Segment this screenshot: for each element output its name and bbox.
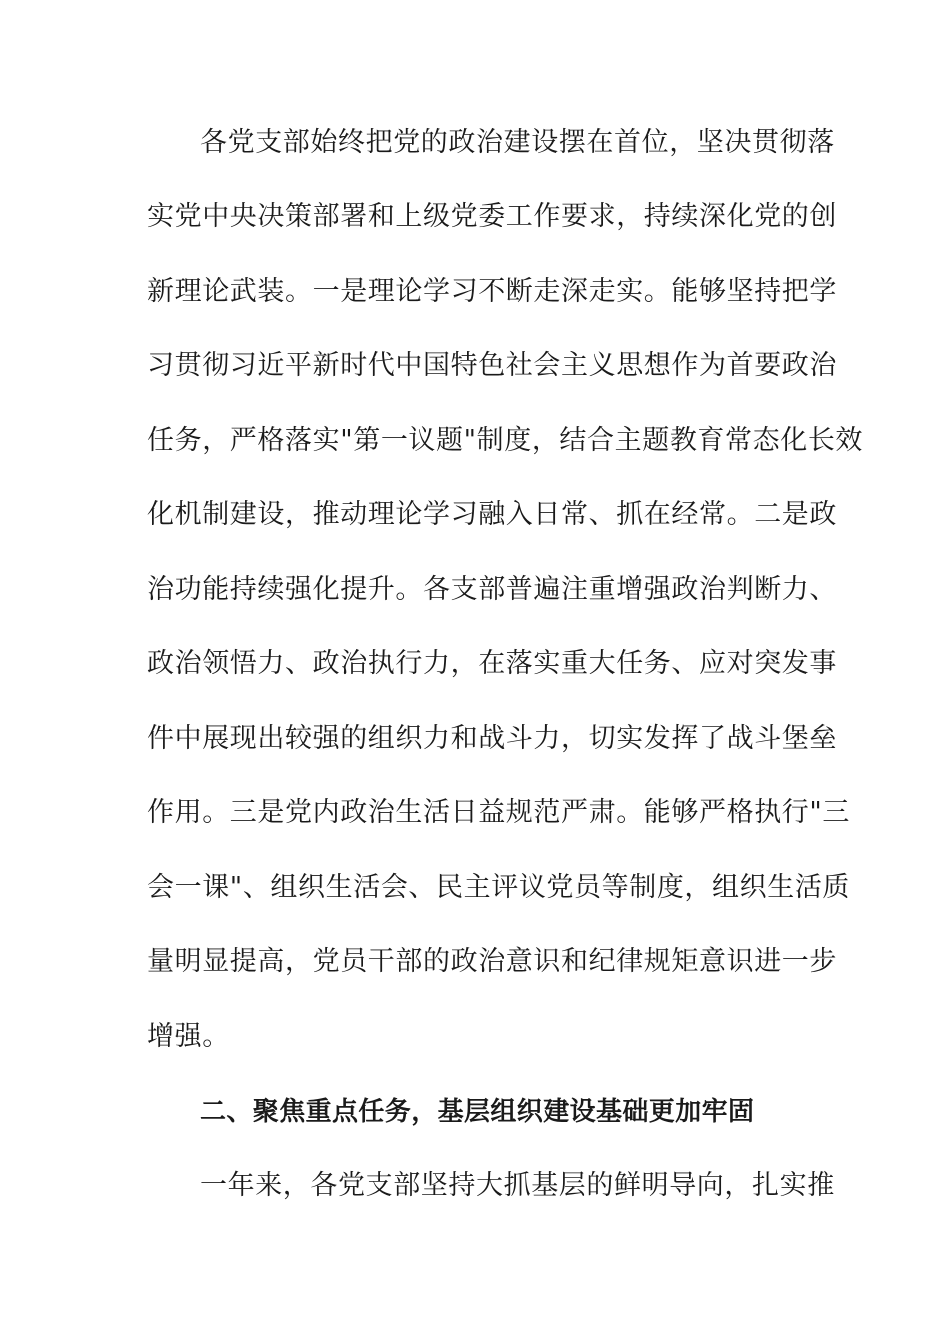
paragraph-line: 会一课"、组织生活会、民主评议党员等制度，组织生活质	[147, 872, 851, 903]
paragraph-line: 增强。	[147, 1021, 230, 1052]
paragraph-line: 化机制建设，推动理论学习融入日常、抓在经常。二是政	[147, 499, 837, 530]
paragraph-line: 任务，严格落实"第一议题"制度，结合主题教育常态化长效	[147, 425, 864, 456]
paragraph-line: 一年来，各党支部坚持大抓基层的鲜明导向，扎实推	[200, 1170, 835, 1201]
paragraph-line: 各党支部始终把党的政治建设摆在首位，坚决贯彻落	[200, 127, 835, 158]
paragraph-line: 治功能持续强化提升。各支部普遍注重增强政治判断力、	[147, 574, 837, 605]
paragraph-line: 政治领悟力、政治执行力，在落实重大任务、应对突发事	[147, 648, 837, 679]
paragraph-line: 习贯彻习近平新时代中国特色社会主义思想作为首要政治	[147, 350, 837, 381]
section-heading: 二、聚焦重点任务，基层组织建设基础更加牢固	[200, 1097, 755, 1127]
paragraph-line: 量明显提高，党员干部的政治意识和纪律规矩意识进一步	[147, 946, 837, 977]
paragraph-line: 作用。三是党内政治生活日益规范严肃。能够严格执行"三	[147, 797, 851, 828]
paragraph-line: 新理论武装。一是理论学习不断走深走实。能够坚持把学	[147, 276, 837, 307]
paragraph-line: 件中展现出较强的组织力和战斗力，切实发挥了战斗堡垒	[147, 723, 837, 754]
paragraph-line: 实党中央决策部署和上级党委工作要求，持续深化党的创	[147, 201, 837, 232]
